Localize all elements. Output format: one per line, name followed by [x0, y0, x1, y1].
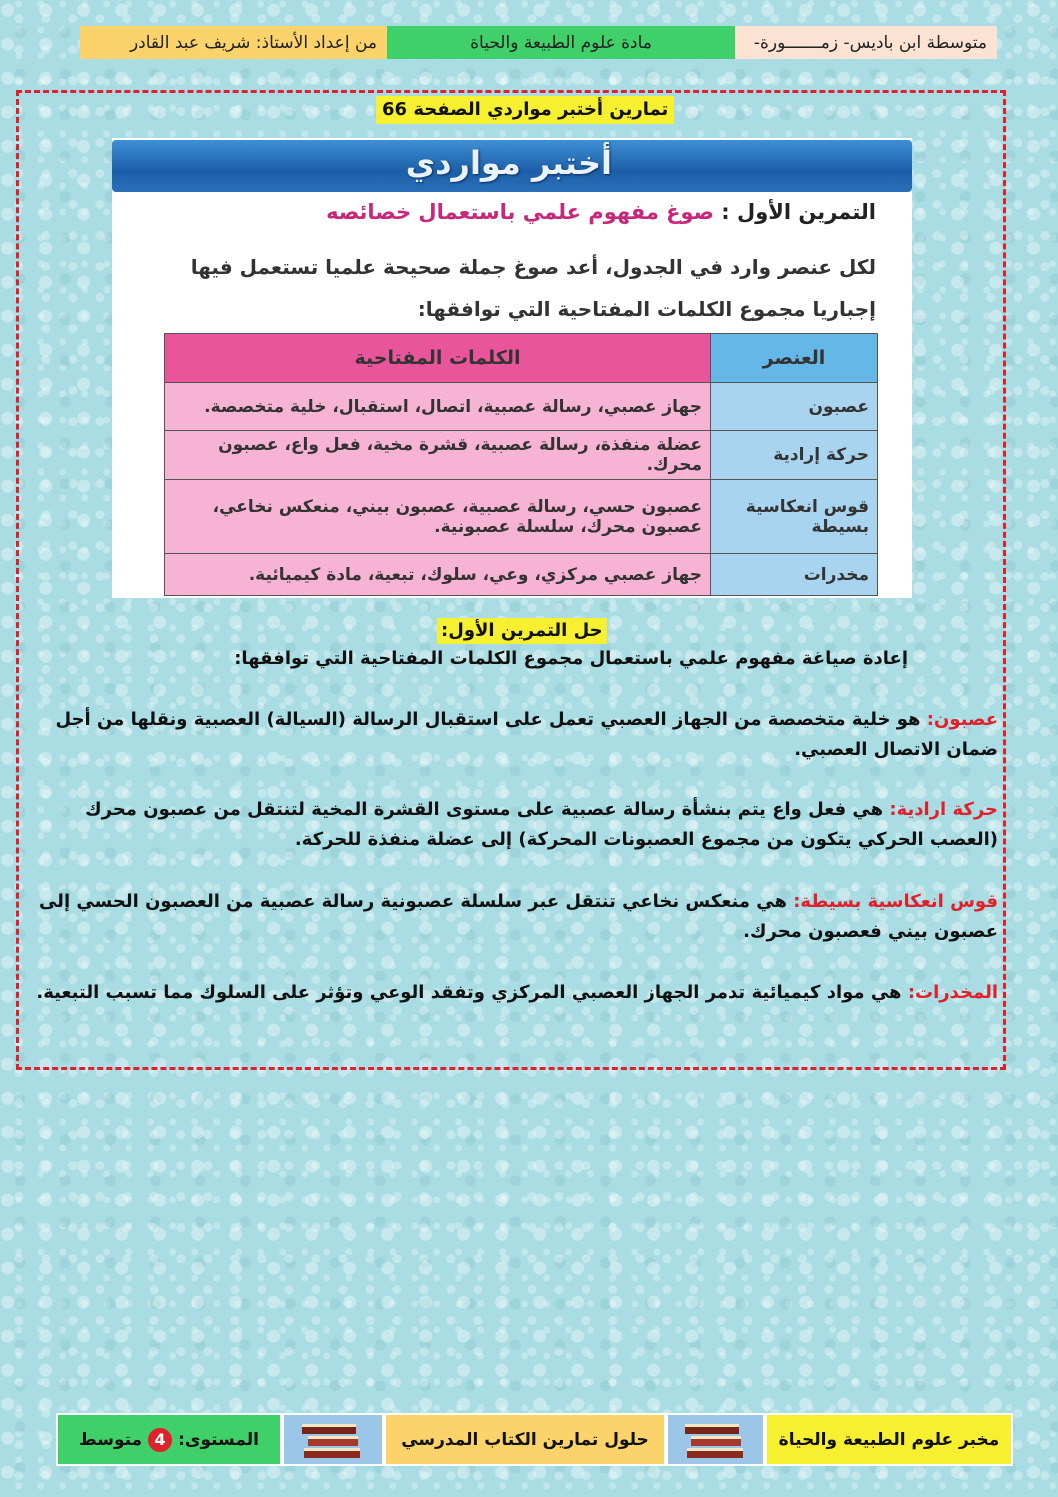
table-row: [165, 383, 878, 431]
table-header-row: [165, 334, 878, 383]
footer-solutions: حلول تمارين الكتاب المدرسي: [384, 1413, 666, 1466]
table-cell-element: مخدرات: [711, 554, 878, 596]
textbook-exercise-subtitle: صوغ مفهوم علمي باستعمال خصائصه: [326, 200, 714, 224]
table-cell-element: عصبون: [711, 383, 878, 431]
keywords-table: [164, 333, 878, 596]
solution-item-neuron: [36, 705, 998, 765]
textbook-exercise-label: التمرين الأول :: [721, 200, 876, 224]
solution-text: هي مواد كيميائية تدمر الجهاز العصبي المركزي وتفقد الوعي وتؤثر على السلوك مما تسبب التبعية.: [36, 982, 908, 1003]
level-suffix: متوسط: [79, 1429, 143, 1450]
textbook-exercise-heading: [326, 200, 876, 224]
solution-text: هي فعل واع يتم بنشأة رسالة عصبية على مستوى القشرة المخية لتنتقل من عصبون محرك (العصب الحركي يتكون من مجموع العصبونات المحركة) إلى عضلة منفذة للحركة.: [85, 799, 998, 850]
table-cell-element: حركة إرادية: [711, 431, 878, 480]
solution-term: قوس انعكاسية بسيطة:: [793, 891, 998, 912]
exercise-title: تمارين أختبر مواردي الصفحة 66: [376, 96, 674, 124]
textbook-description: لكل عنصر وارد في الجدول، أعد صوغ جملة صحيحة علميا تستعمل فيها إجباريا مجموع الكلمات المفتاحية التي توافقها:: [190, 255, 876, 321]
level-label: المستوى:: [178, 1429, 259, 1450]
solution-term: حركة ارادية:: [889, 799, 998, 820]
solution-text: هو خلية متخصصة من الجهاز العصبي تعمل على استقبال الرسالة (السيالة) العصبية ونقلها من أجل ضمان الاتصال العصبي.: [55, 709, 998, 760]
subject-name: مادة علوم الطبيعة والحياة: [387, 26, 735, 59]
solution-intro: إعادة صياغة مفهوم علمي باستعمال مجموع الكلمات المفتاحية التي توافقها:: [234, 648, 908, 669]
table-row: [165, 480, 878, 554]
textbook-excerpt: [112, 138, 912, 598]
footer-level: [56, 1413, 282, 1466]
table-cell-element: قوس انعكاسية بسيطة: [711, 480, 878, 554]
solution-title: حل التمرين الأول:: [437, 618, 607, 644]
table-header-element: العنصر: [711, 334, 878, 383]
solution-term: المخدرات:: [907, 982, 998, 1003]
table-cell-keywords: جهاز عصبي، رسالة عصبية، اتصال، استقبال، خلية متخصصة.: [165, 383, 711, 431]
books-stack-icon: [282, 1413, 384, 1466]
books-stack-icon: [666, 1413, 765, 1466]
level-badge: 4: [148, 1428, 172, 1452]
table-row: [165, 554, 878, 596]
solution-term: عصبون:: [926, 709, 998, 730]
footer-lab: مخبر علوم الطبيعة والحياة: [765, 1413, 1013, 1466]
solution-text: هي منعكس نخاعي تنتقل عبر سلسلة عصبونية رسالة عصبية من العصبون الحسي إلى عصبون بيني فعصبون محرك.: [38, 891, 998, 942]
table-cell-keywords: جهاز عصبي مركزي، وعي، سلوك، تبعية، مادة كيميائية.: [165, 554, 711, 596]
textbook-band-title: أختبر مواردي: [405, 144, 612, 182]
author-name: من إعداد الأستاذ: شريف عبد القادر: [80, 26, 387, 59]
table-cell-keywords: عضلة منفذة، رسالة عصبية، قشرة مخية، فعل واع، عصبون محرك.: [165, 431, 711, 480]
textbook-band: [112, 140, 912, 192]
solution-item-reflex-arc: [36, 887, 998, 947]
table-header-keywords: الكلمات المفتاحية: [165, 334, 711, 383]
school-name: متوسطة ابن باديس- زمـــــــورة-: [735, 26, 997, 59]
table-cell-keywords: عصبون حسي، رسالة عصبية، عصبون بيني، منعكس نخاعي، عصبون محرك، سلسلة عصبونية.: [165, 480, 711, 554]
solution-item-drugs: [36, 978, 998, 1008]
table-row: [165, 431, 878, 480]
solution-item-voluntary-movement: [36, 795, 998, 855]
